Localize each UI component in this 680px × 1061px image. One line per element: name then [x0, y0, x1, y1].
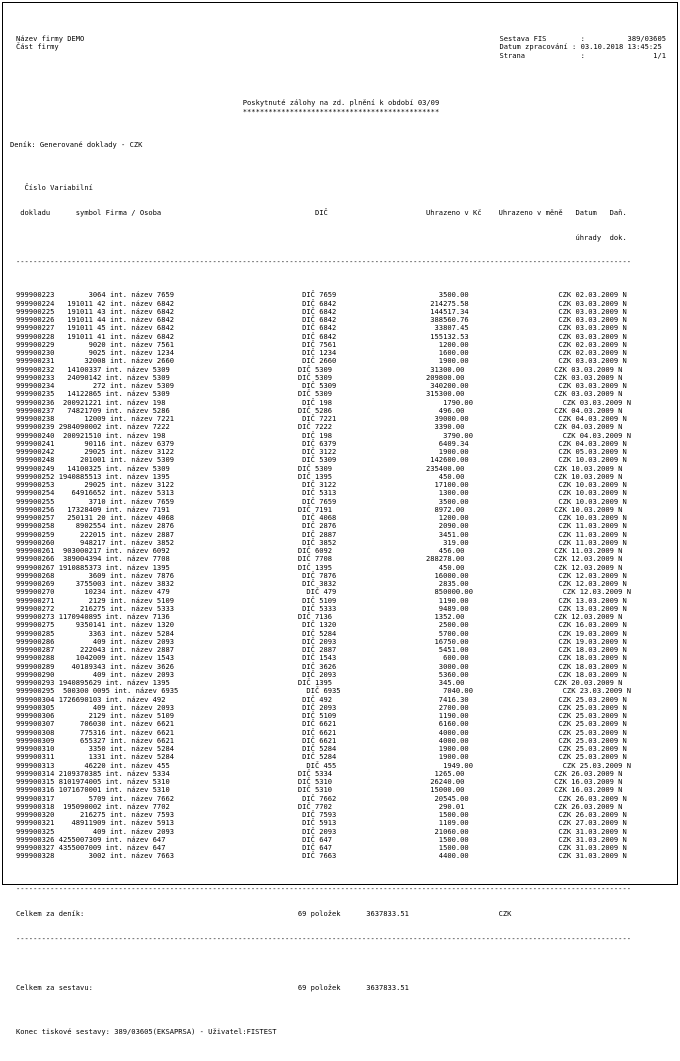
table-row: 999900288 1042009 int. název 1543 DIČ 1543 600.00 CZK 18.03.2009 N [16, 653, 627, 663]
table-row: 999900320 216275 int. název 7593 DIČ 7593 1500.00 CZK 26.03.2009 N [16, 810, 627, 820]
table-row: 999900236 200921221 int. název 198 DIČ 198 1790.00 CZK 03.03.2009 N [16, 397, 631, 407]
table-row: 999900260 948217 int. název 3852 DIČ 3852 319.00 CZK 11.03.2009 N [16, 537, 627, 547]
header-rule: ------------------------------------------------------------------------------------------------------------------------------------------------ [16, 257, 631, 267]
table-row: 999900271 2129 int. název 5109 DIČ 5109 1190.00 CZK 13.03.2009 N [16, 595, 627, 605]
table-row: 999900255 3710 int. název 7659 DIČ 7659 3500.00 CZK 10.03.2009 N [16, 496, 627, 506]
table-row: 999900227 191011 45 int. název 6842 DIČ 6842 33807.45 CZK 03.03.2009 N [16, 323, 627, 333]
totals-rule-mid: ------------------------------------------------------------------------------------------------------------------------------------------------ [16, 933, 631, 943]
table-row: 999900289 40189343 int. název 3626 DIČ 3626 3000.00 CZK 18.03.2009 N [16, 661, 627, 671]
table-row: 999900226 191011 44 int. název 6842 DIČ 6842 388560.76 CZK 03.03.2009 N [16, 315, 627, 325]
table-row: 999900295 500300 0095 int. název 6935 DIČ 6935 7040.00 CZK 23.03.2009 N [16, 686, 631, 696]
table-row: 999900266 389004394 int. název 7708 DIČ 7708 288278.00 CZK 12.03.2009 N [16, 554, 623, 564]
table-row: 999900242 29025 int. název 3122 DIČ 3122 1900.00 CZK 05.03.2009 N [16, 447, 627, 457]
report-title-block [10, 99, 672, 116]
table-row: 999900267 1910885373 int. název 1395 DIČ 1395 450.00 CZK 12.03.2009 N [16, 562, 623, 572]
table-row: 999900224 191011 42 int. název 6842 DIČ 6842 214275.58 CZK 03.03.2009 N [16, 298, 627, 308]
table-row: 999900230 9025 int. název 1234 DIČ 1234 1600.00 CZK 02.03.2009 N [16, 348, 627, 358]
table-row: 999900261 903000217 int. název 6092 DIČ 6092 456.00 CZK 11.03.2009 N [16, 546, 623, 556]
table-row: 999900311 1331 int. název 5284 DIČ 5284 1900.00 CZK 25.03.2009 N [16, 752, 627, 762]
table-row: 999900233 24090142 int. název 5309 DIČ 5309 209800.00 CZK 03.03.2009 N [16, 372, 623, 382]
table-row: 999900228 191011 41 int. název 6842 DIČ 6842 155132.53 CZK 03.03.2009 N [16, 331, 627, 341]
totals-rule-top: ------------------------------------------------------------------------------------------------------------------------------------------------ [16, 884, 631, 894]
table-row: 999900249 14100325 int. název 5309 DIČ 5309 235400.00 CZK 10.03.2009 N [16, 463, 623, 473]
table-row: 999900307 706030 int. název 6621 DIČ 6621 6160.00 CZK 25.03.2009 N [16, 719, 627, 729]
report-sheet [10, 6, 672, 1061]
table-row: 999900275 9350141 int. název 1320 DIČ 1320 2500.00 CZK 16.03.2009 N [16, 620, 627, 630]
table-row: 999900253 29025 int. název 3122 DIČ 3122 17100.00 CZK 10.03.2009 N [16, 480, 627, 490]
report-id: Sestava FIS : 389/03605 [499, 33, 666, 43]
table-row: 999900270 10234 int. název 479 DIČ 479 850000.00 CZK 12.03.2009 N [16, 587, 631, 597]
company-part: Část firmy [16, 42, 59, 52]
table-row: 999900286 409 int. název 2093 DIČ 2093 16750.00 CZK 19.03.2009 N [16, 636, 627, 646]
table-row: 999900254 64916652 int. název 5313 DIČ 5313 1300.00 CZK 10.03.2009 N [16, 488, 627, 498]
header-meta-block [499, 35, 666, 61]
page-title: Poskytnuté zálohy na zd. plnění k období 03/09 [242, 98, 440, 108]
table-row: 999900290 409 int. název 2093 DIČ 2093 5360.00 CZK 18.03.2009 N [16, 669, 627, 679]
table-row: 999900223 3064 int. název 7659 DIČ 7659 3500.00 CZK 02.03.2009 N [16, 290, 627, 300]
table-row: 999900285 3363 int. název 5284 DIČ 5284 5700.00 CZK 19.03.2009 N [16, 628, 627, 638]
table-row: 999900232 14100337 int. název 5309 DIČ 5309 31300.00 CZK 03.03.2009 N [16, 364, 623, 374]
table-row: 999900269 3755003 int. název 3832 DIČ 3832 2835.00 CZK 12.03.2009 N [16, 579, 627, 589]
report-total-row: Celkem za sestavu: 69 položek 3637833.51 [16, 983, 409, 993]
table-row: 999900238 12009 int. název 7221 DIČ 7221 39000.00 CZK 04.03.2009 N [16, 414, 627, 424]
table-row: 999900231 32008 int. název 2660 DIČ 2660 1900.00 CZK 03.03.2009 N [16, 356, 627, 366]
processing-date: Datum zpracování : 03.10.2018 13:45:25 [499, 42, 662, 52]
table-row: 999900273 1170940895 int. název 7136 DIČ 7136 1352.00 CZK 12.03.2009 N [16, 612, 623, 622]
column-headers-line3: úhrady dok. [16, 232, 627, 242]
header-company-block [16, 35, 84, 52]
table-row: 999900304 1726690103 int. název 492 DIČ 492 7416.30 CZK 25.03.2009 N [16, 694, 627, 704]
table-body [10, 291, 672, 860]
report-header [10, 31, 672, 61]
table-row: 999900293 1940895629 int. název 1395 DIČ 1395 345.00 CZK 20.03.2009 N [16, 678, 623, 688]
table-row: 999900325 409 int. název 2093 DIČ 2093 21060.00 CZK 31.03.2009 N [16, 826, 627, 836]
spacer [10, 960, 672, 968]
journal-label: Deník: Generované doklady - CZK [10, 140, 143, 150]
table-row: 999900316 1071670001 int. název 5310 DIČ 5310 15000.00 CZK 16.03.2009 N [16, 785, 623, 795]
company-name: Název firmy DEMO [16, 33, 85, 43]
table-row: 999900287 222043 int. název 2887 DIČ 2887 5451.00 CZK 18.03.2009 N [16, 645, 627, 655]
table-row: 999900252 1940885513 int. název 1395 DIČ 1395 450.00 CZK 10.03.2009 N [16, 471, 623, 481]
table-row: 999900259 222015 int. název 2887 DIČ 2887 3451.00 CZK 11.03.2009 N [16, 529, 627, 539]
table-row: 999900305 409 int. název 2093 DIČ 2093 2700.00 CZK 25.03.2009 N [16, 702, 627, 712]
table-row: 999900239 2984090002 int. název 7222 DIČ 7222 3390.00 CZK 04.03.2009 N [16, 422, 623, 432]
table-row: 999900313 46220 int. název 455 DIČ 455 1949.00 CZK 25.03.2009 N [16, 760, 631, 770]
page-number: Strana : 1/1 [499, 50, 666, 60]
title-underline: ********************************************** [242, 106, 440, 116]
table-row: 999900234 272 int. název 5309 DIČ 5309 340200.00 CZK 03.03.2009 N [16, 381, 627, 391]
table-row: 999900240 200921510 int. název 198 DIČ 198 3790.00 CZK 04.03.2009 N [16, 430, 631, 440]
table-row: 999900257 250131 20 int. název 4068 DIČ 4068 1200.00 CZK 10.03.2009 N [16, 513, 627, 523]
table-row: 999900315 8101974005 int. název 5310 DIČ 5310 26240.00 CZK 16.03.2009 N [16, 777, 623, 787]
table-row: 999900248 201001 int. název 5309 DIČ 5309 142600.00 CZK 10.03.2009 N [16, 455, 627, 465]
table-row: 999900310 3350 int. název 5284 DIČ 5284 1900.00 CZK 25.03.2009 N [16, 744, 627, 754]
table-row: 999900327 4355007009 int. název 647 DIČ 647 1500.00 CZK 31.03.2009 N [16, 843, 627, 853]
table-row: 999900317 5709 int. název 7662 DIČ 7662 20545.00 CZK 26.03.2009 N [16, 793, 627, 803]
journal-total-row: Celkem za deník: 69 položek 3637833.51 CZK [16, 909, 512, 919]
table-row: 999900268 3609 int. název 7876 DIČ 7876 16000.00 CZK 12.03.2009 N [16, 570, 627, 580]
table-row: 999900314 2109370385 int. název 5334 DIČ 5334 1265.00 CZK 26.03.2009 N [16, 768, 623, 778]
table-row: 999900308 775316 int. název 6621 DIČ 6621 4000.00 CZK 25.03.2009 N [16, 727, 627, 737]
table-row: 999900225 191011 43 int. název 6842 DIČ 6842 144517.34 CZK 03.03.2009 N [16, 306, 627, 316]
table-row: 999900235 14122865 int. název 5309 DIČ 5309 315300.00 CZK 03.03.2009 N [16, 389, 623, 399]
table-row: 999900237 74821709 int. název 5286 DIČ 5286 496.00 CZK 04.03.2009 N [16, 405, 623, 415]
table-row: 999900309 655327 int. název 6621 DIČ 6621 4000.00 CZK 25.03.2009 N [16, 735, 627, 745]
table-row: 999900258 8902554 int. název 2876 DIČ 2876 2090.00 CZK 11.03.2009 N [16, 521, 627, 531]
table-row: 999900321 48911909 int. název 5913 DIČ 5913 1109.00 CZK 27.03.2009 N [16, 818, 627, 828]
report-footer: Konec tiskové sestavy: 389/03605(EKSAPRSA) - Uživatel:FISTEST [16, 1027, 277, 1037]
table-row: 999900229 9020 int. název 7561 DIČ 7561 1200.00 CZK 02.03.2009 N [16, 339, 627, 349]
table-row: 999900272 216275 int. název 5333 DIČ 5333 9489.00 CZK 13.03.2009 N [16, 603, 627, 613]
column-headers-line2: dokladu symbol Firma / Osoba DIČ Uhrazeno v Kč Uhrazeno v měně Datum Daň. [16, 207, 627, 217]
table-row: 999900306 2129 int. název 5109 DIČ 5109 1190.00 CZK 25.03.2009 N [16, 711, 627, 721]
table-row: 999900328 3002 int. název 7663 DIČ 7663 4400.00 CZK 31.03.2009 N [16, 851, 627, 861]
table-row: 999900326 4255007309 int. název 647 DIČ 647 1500.00 CZK 31.03.2009 N [16, 834, 627, 844]
table-row: 999900256 17328409 int. název 7191 DIČ 7191 8972.00 CZK 10.03.2009 N [16, 504, 623, 514]
table-row: 999900318 195090002 int. název 7702 DIČ 7702 290.01 CZK 26.03.2009 N [16, 801, 623, 811]
table-row: 999900241 90116 int. název 6379 DIČ 6379 6409.34 CZK 04.03.2009 N [16, 438, 627, 448]
column-headers-line1: Číslo Variabilní [16, 183, 93, 193]
